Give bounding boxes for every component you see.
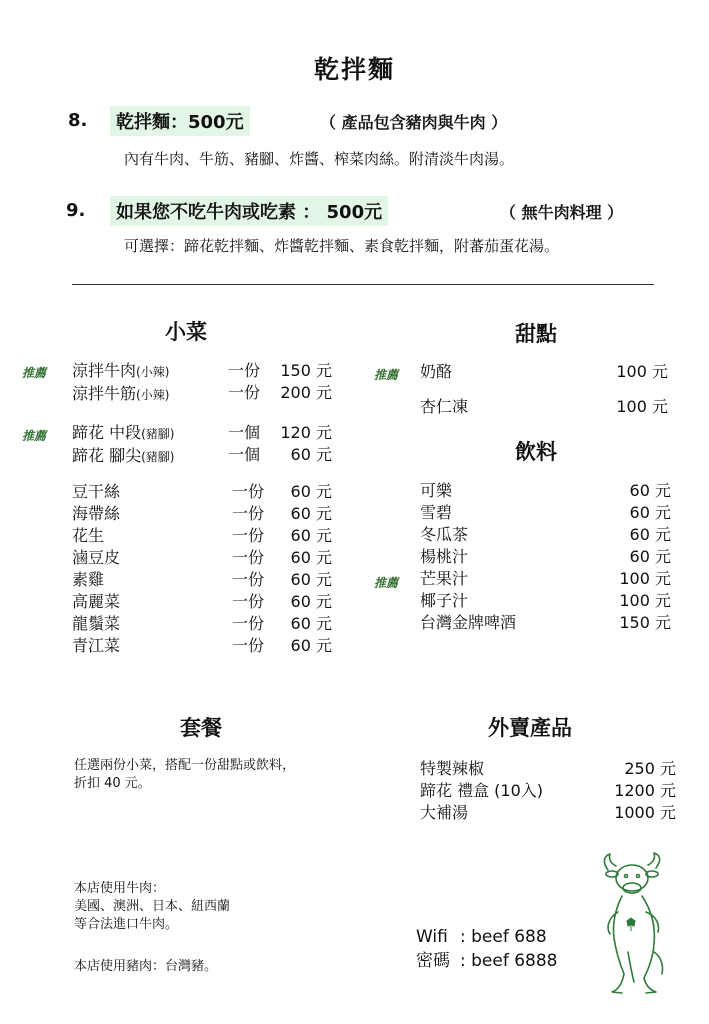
list-item: 椰子汁 — [420, 591, 469, 610]
dessert-item: 奶酪 — [420, 362, 453, 381]
password-value: : beef 6888 — [460, 951, 558, 971]
item-9-note: （ 無牛肉料理 ） — [500, 203, 624, 222]
list-item: 龍鬚菜 — [72, 614, 121, 633]
item-8-number: 8. — [68, 110, 88, 131]
list-item: 雪碧 — [420, 503, 453, 522]
wifi-value: : beef 688 — [460, 927, 547, 947]
item-9-desc: 可選擇：蹄花乾拌麵、炸醬乾拌麵、素食乾拌麵，附蕃茄蛋花湯。 — [124, 237, 560, 255]
sides-group2-qty: 一個 一個 — [228, 423, 261, 464]
list-item: 楊桃汁 — [420, 547, 469, 566]
list-item: 青江菜 — [72, 636, 121, 655]
drinks-title: 飲料 — [515, 440, 557, 464]
recommend-badge: 推薦 — [374, 368, 399, 382]
drinks-list — [420, 480, 516, 634]
recommend-badge: 推薦 — [22, 366, 47, 380]
page-title: 乾拌麵 — [313, 55, 395, 84]
list-item: 花生 — [72, 526, 105, 545]
sides-group1-qty: 一份 一份 — [228, 361, 261, 402]
list-item: 蹄花 禮盒 (10入) — [420, 781, 544, 800]
beef-info: 本店使用牛肉： 美國、澳洲、日本、紐西蘭 等合法進口牛肉。 — [74, 881, 231, 932]
list-item: 海帶絲 — [72, 504, 121, 523]
list-item: 素雞 — [72, 570, 105, 589]
item-9-name: 如果您不吃牛肉或吃素 ： 500元 — [110, 196, 388, 226]
recommend-badge: 推薦 — [22, 429, 47, 443]
list-item: 蹄花 中段(豬腳) — [72, 423, 175, 442]
recommend-badge: 推薦 — [374, 576, 399, 590]
sides-group3-price: 60 元 60 元 60 元 60 元 60 元 60 元 60 元 60 元 — [290, 482, 332, 655]
list-item: 特製辣椒 — [420, 759, 485, 778]
sides-group3-qty: 一份 一份 一份 一份 一份 一份 一份 一份 — [232, 482, 265, 655]
list-item: 高麗菜 — [72, 592, 121, 611]
item-9-number: 9. — [66, 200, 86, 221]
list-item: 大補湯 — [420, 803, 469, 822]
wifi-label: Wifi — [416, 927, 448, 947]
list-item: 台灣金牌啤酒 — [420, 613, 517, 632]
sides-group3 — [72, 481, 120, 657]
list-item: 豆干絲 — [72, 482, 121, 501]
cow-mascot-icon — [598, 852, 668, 1000]
sides-group2 — [72, 422, 174, 468]
list-item: 滷豆皮 — [72, 548, 121, 567]
password-label: 密碼 — [416, 951, 450, 971]
combo-title: 套餐 — [180, 716, 222, 740]
wifi-info — [416, 925, 558, 973]
list-item: 芒果汁 — [420, 569, 469, 588]
divider — [72, 284, 654, 285]
drinks-prices: 60 元 60 元 60 元 60 元 100 元 100 元 150 元 — [619, 481, 671, 632]
dessert-price: 100 元 — [616, 362, 668, 381]
sides-group1-price: 150 元 200 元 — [280, 361, 332, 402]
takeout-prices: 250 元 1200 元 1000 元 — [614, 759, 676, 822]
dessert-item: 杏仁凍 — [420, 397, 469, 416]
sides-group2-price: 120 元 60 元 — [280, 423, 332, 464]
list-item: 涼拌牛肉(小辣) — [72, 361, 170, 380]
sides-group1 — [72, 360, 169, 406]
list-item: 涼拌牛筋(小辣) — [72, 384, 170, 403]
item-8-note: （ 產品包含豬肉與牛肉 ） — [320, 113, 508, 132]
list-item: 冬瓜茶 — [420, 525, 469, 544]
sides-title: 小菜 — [165, 320, 207, 344]
pork-info: 本店使用豬肉：台灣豬。 — [74, 959, 218, 974]
item-8-name: 乾拌麵：500元 — [110, 106, 250, 136]
desserts-title: 甜點 — [515, 322, 557, 346]
item-8-desc: 內有牛肉、牛筋、豬腳、炸醬、榨菜肉絲。附清淡牛肉湯。 — [124, 150, 515, 168]
takeout-title: 外賣產品 — [488, 716, 572, 740]
combo-desc: 任選兩份小菜，搭配一份甜點或飲料， 折扣 40 元。 — [74, 758, 296, 791]
takeout-list — [420, 758, 543, 824]
dessert-price: 100 元 — [616, 397, 668, 416]
list-item: 蹄花 腳尖(豬腳) — [72, 446, 175, 465]
list-item: 可樂 — [420, 481, 453, 500]
